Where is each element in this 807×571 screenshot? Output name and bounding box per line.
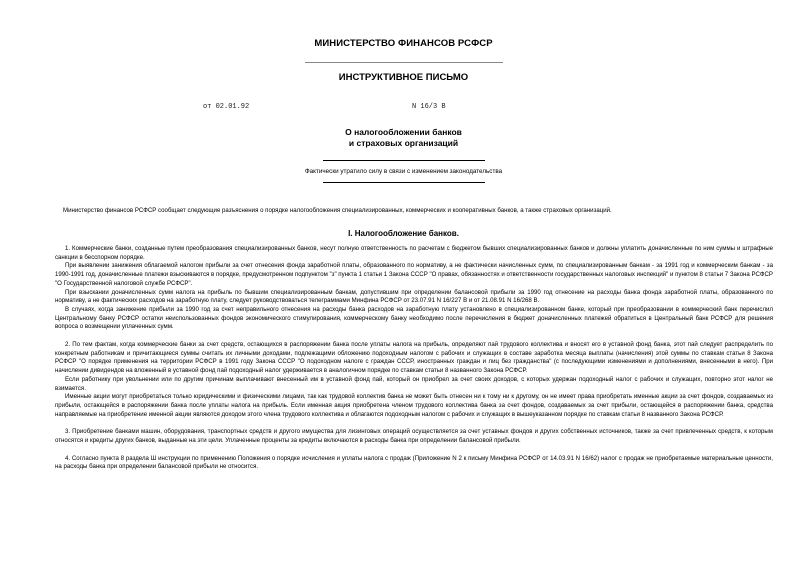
section-heading: I. Налогообложение банков. (348, 229, 459, 238)
document-title (0, 127, 807, 149)
paragraph: При взыскании доначисленных сумм налога на прибыль по бывшим специализированным банкам, допустившим при определении балансовой прибыли за 1990 год отнесение на расходы банка фонда заработной платы, образованного по нормативу, а не фактических расходов на заработную плату, следует руководствоваться телеграммами Минфина РСФСР от 23.07.91 N 16/227 В и от 21.08.91 N 16/268 В. (55, 288, 773, 305)
intro-paragraph: Министерство финансов РСФСР сообщает следующие разъяснения о порядке налогообложения специализированных, коммерческих и кооперативных банков, а также страховых организаций. (63, 207, 612, 214)
title-line-1: О налогообложении банков (345, 127, 462, 137)
header-divider (305, 62, 503, 63)
paragraph: Именные акции могут приобретаться только юридическими и физическими лицами, так как трудовой коллектив банка не может быть отнесен ни к тому ни к другому, он не имеет права приобретать именные акции за счет фондов, создаваемых из прибыли, остающейся в распоряжении банка после уплаты налога на прибыль. Если именная акция приобретена членом трудового коллектива банка за счет фондов, создаваемых за счет прибыли, остающейся в распоряжении банка, средства направляемые на приобретение именной акции являются доходом этого члена трудового коллектива и облагаются подоходным налогом с рабочих и служащих в вышеуказанном порядке по ставкам статьи 8 названного Закона РСФСР. (55, 393, 773, 418)
paragraph: 1. Коммерческие банки, созданные путем преобразования специализированных банков, несут полную ответственность по расчетам с бюджетом бывших специализированных банков и должны уплатить доначисленные по ним суммы и штрафные санкции в бесспорном порядке. (55, 245, 773, 261)
status-note: Фактически утратило силу в связи с изменением законодательства (304, 168, 503, 175)
paragraph: 4. Согласно пункта 8 раздела Ш инструкции по применению Положения о порядке исчисления и уплаты налога с продаж (Приложение N 2 к письму Минфина РСФСР от 14.03.91 N 16/62) налог с продаж не приобретаемые материальные ценности, на расходы банка при определении балансовой прибыли не относится. (55, 454, 773, 471)
paragraph: При выявлении занижения облагаемой налогом прибыли за счет отнесения фонда заработной платы, образованного по нормативу, а не фактически начисленных сумм, по специализированным банкам - за 1991 год и коммерческим банкам - за 1990-1991 год, доначисленные платежи взыскиваются в порядке, предусмотренном подпунктом "з" пункта 1 статьи 1 Закона СССР "О правах, обязанностях и ответственности государственных налоговых инспекций" и пунктом 8 статьи 7 Закона РСФСР "О Государственной налоговой службе РСФСР". (55, 262, 773, 287)
section-body (55, 245, 773, 472)
note-top-rule (323, 160, 485, 161)
document-number: N 16/3 В (412, 103, 446, 111)
paragraph: В случаях, когда занижение прибыли за 1990 год за счет неправильного отнесения на расходы банка расходов на заработную плату установлено в специализированном банке, который при преобразовании в коммерческий банк перечислил Центральному банку РСФСР остатки неиспользованных фондов экономического стимулирования, коммерческому банку необходимо после перечисления в бюджет доначисленных платежей обратиться в Центральный банк РСФСР для решения вопроса о возмещении уплаченных сумм. (55, 305, 773, 331)
paragraph: 3. Приобретение банками машин, оборудования, транспортных средств и другого имущества для лизинговых операций осуществляется за счет уставных фондов и других собственных источников, также за счет привлеченных средств, к которым относятся и кредиты других банков, выданные на эти цели. Уплаченные проценты за кредиты включаются в расходы банка при определении балансовой прибыли. (55, 428, 773, 445)
document-type: ИНСТРУКТИВНОЕ ПИСЬМО (338, 72, 469, 83)
document-date: от 02.01.92 (203, 103, 250, 111)
note-bottom-rule (323, 182, 485, 183)
ministry-heading: МИНИСТЕРСТВО ФИНАНСОВ РСФСР (314, 38, 493, 49)
title-line-2: и страховых организаций (348, 138, 459, 148)
paragraph: Если работнику при увольнении или по другим причинам выплачивают внесенный им в уставной фонд пай, который он приобрел за счет своих доходов, с которых удержан подоходный налог с рабочих и служащих, повторно этот налог не взимается. (55, 375, 773, 392)
paragraph: 2. По тем фактам, когда коммерческие банки за счет средств, остающихся в распоряжении банка после уплаты налога на прибыль, определяют пай трудового коллектива и вносят его в уставной фонд банка, этот пай следует распределить по конкретным работникам и причитающиеся суммы считать их личными доходами, подлежащими обложению подоходным налогом с рабочих и служащих в составе заработка месяца выплаты (начисления) этой суммы по ставкам статьи 8 Закона РСФСР "О порядке применения на территории РСФСР в 1991 году Закона СССР "О подоходном налоге с граждан СССР, иностранных граждан и лиц без гражданства" (с последующими изменениями и дополнениями, внесенными в него). При начислении дивидендов на вложенный в уставной фонд пай подоходный налог удерживается в аналогичном порядке по ставкам статьи 8 названного Закона РСФСР. (55, 341, 773, 375)
